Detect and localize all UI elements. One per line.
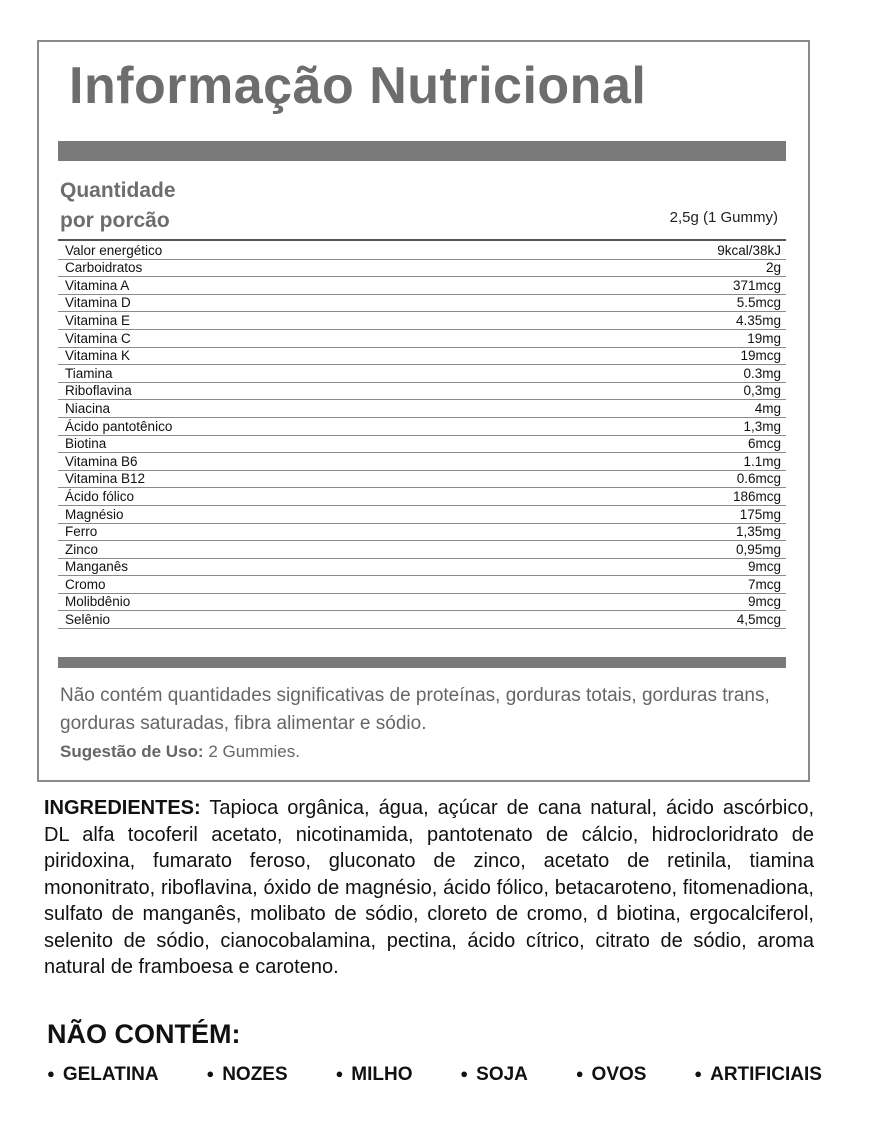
nutrient-label: Vitamina K: [65, 348, 131, 364]
ingredients-paragraph: [44, 795, 814, 981]
nutrient-value: 0.6mcg: [736, 471, 781, 487]
nutrient-label: Magnésio: [65, 506, 124, 522]
nutrient-value: 186mcg: [732, 488, 781, 504]
free-from-item: ● MILHO: [335, 1064, 412, 1086]
table-bottom-bar: [58, 657, 786, 668]
nutrient-value: 0,3mg: [743, 383, 781, 399]
disclaimer-note: Não contém quantidades significativas de proteínas, gorduras totais, gorduras trans, gorduras saturadas, fibra alimentar e sódio.: [60, 685, 770, 734]
nutrient-value: 19mcg: [740, 348, 781, 364]
nutrient-label: Biotina: [65, 436, 107, 452]
free-from-list: [47, 1064, 822, 1086]
nutrient-label: Vitamina A: [65, 277, 130, 293]
nutrient-label: Ácido fólico: [65, 488, 135, 504]
free-from-item: ● SOJA: [460, 1064, 528, 1086]
nutrient-row: [58, 330, 786, 348]
usage-label: Sugestão de Uso:: [60, 742, 204, 761]
nutrient-label: Vitamina B6: [65, 453, 138, 469]
nutrient-row: [58, 453, 786, 471]
nutrient-value: 9mcg: [747, 594, 781, 610]
nutrient-value: 1,3mg: [743, 418, 781, 434]
table-top-rule: [58, 239, 786, 241]
nutrient-value: 1.1mg: [743, 453, 781, 469]
nutrient-label: Zinco: [65, 541, 99, 557]
usage-suggestion: [60, 742, 300, 762]
nutrient-value: 2g: [765, 260, 781, 276]
nutrient-table: [58, 242, 786, 629]
nutrient-label: Vitamina B12: [65, 471, 146, 487]
serving-label: [60, 176, 176, 236]
nutrient-row: [58, 436, 786, 454]
nutrient-row: [58, 524, 786, 542]
nutrient-value: 0,95mg: [735, 541, 781, 557]
nutrient-value: 7mcg: [747, 576, 781, 592]
nutrient-value: 5.5mcg: [736, 295, 781, 311]
nutrient-row: [58, 365, 786, 383]
serving-label-line1: Quantidade: [60, 179, 176, 202]
nutrient-value: 0.3mg: [743, 365, 781, 381]
serving-value: 2,5g (1 Gummy): [669, 209, 778, 226]
nutrient-label: Ácido pantotênico: [65, 418, 173, 434]
free-from-item: ● GELATINA: [47, 1064, 159, 1086]
nutrient-label: Tiamina: [65, 365, 113, 381]
nutrient-label: Valor energético: [65, 242, 163, 258]
nutrient-value: 371mcg: [732, 277, 781, 293]
nutrient-row: [58, 242, 786, 260]
nutrition-facts-panel: [37, 40, 810, 782]
nutrient-label: Carboidratos: [65, 260, 143, 276]
nutrient-value: 6mcg: [747, 436, 781, 452]
nutrient-row: [58, 383, 786, 401]
nutrient-row: [58, 400, 786, 418]
nutrient-row: [58, 295, 786, 313]
ingredients-text: Tapioca orgânica, água, açúcar de cana natural, ácido ascórbico, DL alfa tocoferil acetato, nicotinamida, pantotenato de cálcio, hidrocloridrato de piridoxina, fumarato feroso, gluconato de zinco, acetato de retinila, tiamina mononitrato, riboflavina, óxido de magnésio, ácido fólico, betacaroteno, fitomenadiona, sulfato de manganês, molibato de sódio, cloreto de cromo, d biotina, ergocalciferol, selenito de sódio, cianocobalamina, pectina, ácido cítrico, citrato de sódio, aroma natural de framboesa e caroteno.: [44, 797, 814, 978]
nutrient-label: Selênio: [65, 612, 111, 628]
nutrient-row: [58, 418, 786, 436]
nutrient-label: Riboflavina: [65, 383, 132, 399]
nutrient-row: [58, 576, 786, 594]
nutrient-label: Vitamina D: [65, 295, 131, 311]
nutrient-value: 9mcg: [747, 559, 781, 575]
serving-label-line2: por porcão: [60, 209, 170, 232]
nutrient-row: [58, 541, 786, 559]
nutrient-value: 4mg: [754, 400, 781, 416]
nutrient-label: Manganês: [65, 559, 129, 575]
nutrient-row: [58, 348, 786, 366]
nutrient-label: Niacina: [65, 400, 111, 416]
nutrient-label: Molibdênio: [65, 594, 131, 610]
nutrient-value: 175mg: [739, 506, 781, 522]
free-from-title: NÃO CONTÉM:: [47, 1019, 241, 1049]
nutrient-row: [58, 559, 786, 577]
nutrient-row: [58, 260, 786, 278]
nutrient-label: Vitamina C: [65, 330, 131, 346]
nutrient-value: 9kcal/38kJ: [717, 242, 781, 258]
nutrient-value: 4,5mcg: [736, 612, 781, 628]
nutrient-row: [58, 594, 786, 612]
nutrient-label: Vitamina E: [65, 312, 131, 328]
free-from-item: ● OVOS: [576, 1064, 647, 1086]
usage-value: 2 Gummies.: [208, 742, 300, 761]
nutrient-value: 4.35mg: [735, 312, 781, 328]
nutrient-row: [58, 471, 786, 489]
nutrient-label: Cromo: [65, 576, 106, 592]
header-divider-bar: [58, 141, 786, 161]
nutrient-label: Ferro: [65, 524, 98, 540]
free-from-item: ● NOZES: [206, 1064, 287, 1086]
nutrient-row: [58, 611, 786, 629]
nutrient-value: 19mg: [747, 330, 781, 346]
nutrient-row: [58, 488, 786, 506]
nutrient-value: 1,35mg: [735, 524, 781, 540]
panel-title: Informação Nutricional: [69, 57, 647, 115]
free-from-item: ● ARTIFICIAIS: [694, 1064, 822, 1086]
nutrient-row: [58, 312, 786, 330]
nutrient-row: [58, 277, 786, 295]
nutrient-row: [58, 506, 786, 524]
ingredients-label: INGREDIENTES:: [44, 797, 201, 819]
